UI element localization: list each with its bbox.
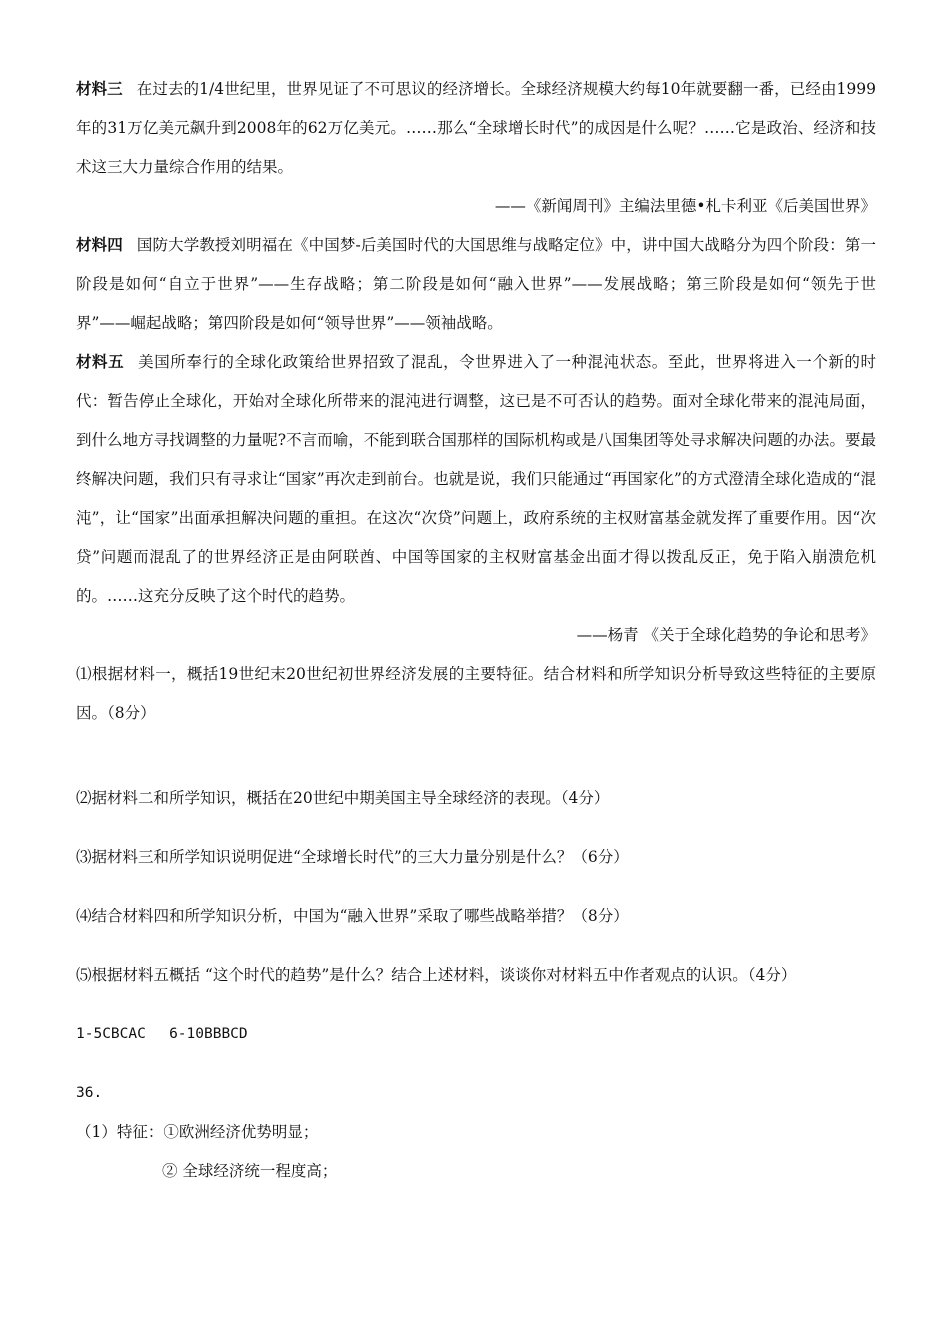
answer-item-1: ①欧洲经济优势明显； (163, 1123, 319, 1141)
question-2: ⑵据材料二和所学知识，概括在20世纪中期美国主导全球经济的表现。（4分） (76, 789, 610, 807)
material-3-source: ——《新闻周刊》主编法里德•札卡利亚《后美国世界》 (494, 197, 876, 215)
material-4-text: 国防大学教授刘明福在《中国梦-后美国时代的大国思维与战略定位》中，讲中国大战略分为四个阶段：第一阶段是如何“自立于世界”——生存战略；第二阶段是如何“融入世界”——发展战略；第三阶段是如何“领先于世界”——崛起战略；第四阶段是如何“领导世界”——领袖战略。 (76, 236, 876, 332)
answer-part-1 (76, 1113, 876, 1152)
material-3-label: 材料三 (76, 80, 123, 98)
question-5: ⑸根据材料五概括 “这个时代的趋势”是什么？结合上述材料，谈谈你对材料五中作者观点的认识。（4分） (76, 966, 797, 984)
answer-number: 36. (76, 1085, 103, 1101)
answer-item-2: ② 全球经济统一程度高； (162, 1162, 338, 1180)
material-5-label: 材料五 (76, 353, 125, 371)
material-5-text: 美国所奉行的全球化政策给世界招致了混乱，令世界进入了一种混沌状态。至此，世界将进入一个新的时代：暂告停止全球化，开始对全球化所带来的混沌进行调整，这已是不可否认的趋势。面对全球化带来的混沌局面，到什么地方寻找调整的力量呢?不言而喻，不能到联合国那样的国际机构或是八国集团等处寻求解决问题的办法。要最终解决问题，我们只有寻求让“国家”再次走到前台。也就是说，我们只能通过“再国家化”的方式澄清全球化造成的“混沌”，让“国家”出面承担解决问题的重担。在这次“次贷”问题上，政府系统的主权财富基金就发挥了重要作用。因“次贷”问题而混乱了的世界经济正是由阿联酋、中国等国家的主权财富基金出面才得以拨乱反正，免于陷入崩溃危机的。……这充分反映了这个时代的趋势。 (76, 353, 876, 605)
material-5 (76, 343, 876, 616)
material-5-source: ——杨青 《关于全球化趋势的争论和思考》 (576, 626, 876, 644)
material-3 (76, 70, 876, 187)
question-4: ⑷结合材料四和所学知识分析，中国为“融入世界”采取了哪些战略举措？（8分） (76, 907, 629, 925)
document-page (76, 70, 876, 1191)
material-4 (76, 226, 876, 343)
question-3: ⑶据材料三和所学知识说明促进“全球增长时代”的三大力量分别是什么？（6分） (76, 848, 629, 866)
question-1: ⑴根据材料一，概括19世纪末20世纪初世界经济发展的主要特征。结合材料和所学知识分析导致这些特征的主要原因。（8分） (76, 665, 876, 722)
material-4-label: 材料四 (76, 236, 123, 254)
material-3-text: 在过去的1/4世纪里，世界见证了不可思议的经济增长。全球经济规模大约每10年就要翻一番，已经由1999年的31万亿美元飙升到2008年的62万亿美元。……那么“全球增长时代”的成因是什么呢？……它是政治、经济和技术这三大力量综合作用的结果。 (76, 80, 876, 176)
answer-part-1-prefix: （1）特征： (76, 1123, 164, 1141)
choice-answers: 1-5CBCAC 6-10BBBCD (76, 1026, 248, 1042)
